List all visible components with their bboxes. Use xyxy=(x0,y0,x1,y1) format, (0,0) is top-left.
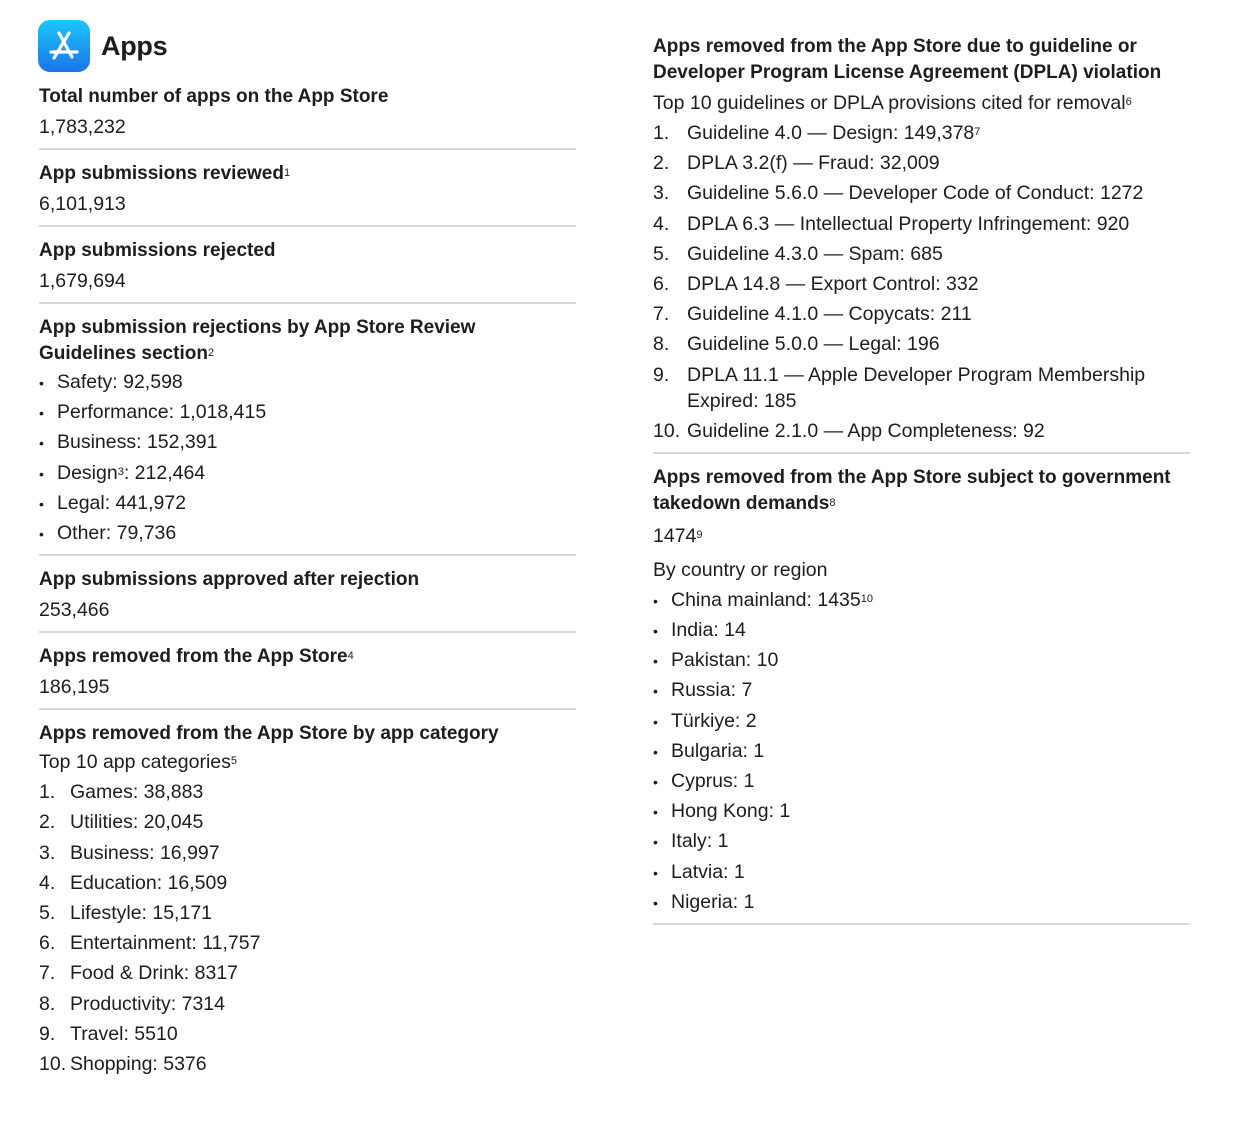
item-text: Shopping: 5376 xyxy=(70,1053,207,1076)
item-text: Travel: 5510 xyxy=(70,1022,178,1045)
list-item xyxy=(39,777,576,807)
list-item: • Hong Kong: 1 xyxy=(653,796,1190,826)
item-number: 5. xyxy=(653,242,670,265)
section-rejected xyxy=(39,238,576,304)
list-item xyxy=(653,209,1190,239)
section-subtitle xyxy=(653,88,1190,118)
list-item xyxy=(39,868,576,898)
section-value: 1,783,232 xyxy=(39,116,126,138)
list-item xyxy=(653,329,1190,359)
item-number: 9. xyxy=(39,1022,56,1045)
list-item xyxy=(653,148,1190,178)
list-item xyxy=(39,1049,576,1079)
section-heading: Total number of apps on the App Store xyxy=(39,86,389,107)
heading-text: App submissions reviewed xyxy=(39,163,284,184)
list-item xyxy=(653,178,1190,208)
item-number: 10. xyxy=(39,1053,67,1076)
list-item: • Italy: 1 xyxy=(653,826,1190,856)
list-item xyxy=(39,807,576,837)
item-number: 7. xyxy=(39,962,56,985)
category-list xyxy=(39,777,576,1079)
list-item: • India: 14 xyxy=(653,615,1190,645)
item-text: DPLA 6.3 — Intellectual Property Infringement: 920 xyxy=(687,212,1130,235)
item-text: Guideline 4.1.0 — Copycats: 211 xyxy=(687,303,972,326)
section-violation xyxy=(653,34,1190,454)
list-item xyxy=(653,118,1190,148)
footnote-ref[interactable]: 6 xyxy=(1125,96,1132,108)
item-number: 3. xyxy=(653,182,670,205)
section-removed-by-category xyxy=(39,721,576,1085)
list-item: • Bulgaria: 1 xyxy=(653,736,1190,766)
list-item: • Türkiye: 2 xyxy=(653,706,1190,736)
section-heading: Apps removed from the App Store due to guideline or Developer Program License Agreement (DPLA) violation xyxy=(653,36,1162,83)
list-item: • Other: 79,736 xyxy=(39,518,576,548)
list-item xyxy=(653,299,1190,329)
list-item: • Safety: 92,598 xyxy=(39,367,576,397)
list-item: • Business: 152,391 xyxy=(39,427,576,457)
item-text: Guideline 5.6.0 — Developer Code of Conduct: 1272 xyxy=(687,182,1144,205)
item-number: 5. xyxy=(39,902,56,925)
section-value: 253,466 xyxy=(39,599,110,622)
item-number: 4. xyxy=(653,212,670,235)
list-item xyxy=(39,928,576,958)
item-text: Guideline 5.0.0 — Legal: 196 xyxy=(687,333,940,356)
list-item xyxy=(39,989,576,1019)
section-heading: App submissions approved after rejection xyxy=(39,569,420,591)
footnote-ref[interactable]: 1 xyxy=(283,167,291,179)
section-value: 186,195 xyxy=(39,676,110,699)
item-number: 6. xyxy=(653,273,670,296)
section-rejections-by-section xyxy=(39,315,576,556)
footnote-ref[interactable]: 8 xyxy=(829,496,836,509)
section-takedown xyxy=(653,465,1190,925)
section-heading xyxy=(39,644,576,670)
item-text: Entertainment: 11,757 xyxy=(70,932,261,955)
list-item xyxy=(653,239,1190,269)
heading-text: App submission rejections by App Store Review Guidelines section xyxy=(39,317,476,364)
item-text: Guideline 2.1.0 — App Completeness: 92 xyxy=(687,419,1045,442)
list-item xyxy=(653,585,1190,615)
page-header xyxy=(38,20,576,72)
heading-text: Apps removed from the App Store subject to government takedown demands xyxy=(653,466,1171,514)
item-number: 3. xyxy=(39,841,56,864)
heading-text: Apps removed from the App Store xyxy=(39,646,348,668)
item-number: 6. xyxy=(39,932,56,955)
subtitle-text: Top 10 guidelines or DPLA provisions cited for removal xyxy=(653,92,1126,114)
right-column xyxy=(653,34,1190,936)
item-number: 7. xyxy=(653,303,670,326)
list-item xyxy=(653,269,1190,299)
list-item: • Russia: 7 xyxy=(653,675,1190,705)
section-value: 6,101,913 xyxy=(39,193,126,215)
page-title: Apps xyxy=(101,30,168,61)
item-number: 10. xyxy=(653,419,681,442)
item-text: Guideline 4.3.0 — Spam: 685 xyxy=(687,242,943,265)
list-item xyxy=(39,458,576,488)
value-text: 1474 xyxy=(653,524,697,547)
item-text: DPLA 3.2(f) — Fraud: 32,009 xyxy=(687,152,940,175)
item-value: : 212,464 xyxy=(123,461,206,484)
item-number: 9. xyxy=(653,363,670,386)
section-total-apps xyxy=(39,84,576,150)
list-item xyxy=(653,360,1190,416)
item-text: Utilities: 20,045 xyxy=(70,811,204,834)
item-number: 8. xyxy=(39,992,56,1015)
footnote-ref[interactable]: 4 xyxy=(347,650,354,663)
item-text: Lifestyle: 15,171 xyxy=(70,902,213,925)
item-number: 8. xyxy=(653,333,670,356)
item-text: Games: 38,883 xyxy=(70,781,204,804)
app-store-icon xyxy=(38,20,90,72)
country-list xyxy=(653,585,1190,917)
item-text-main: Guideline 4.0 — Design: 149,378 xyxy=(687,122,975,144)
list-item: • Cyprus: 1 xyxy=(653,766,1190,796)
item-number: 2. xyxy=(653,152,670,175)
item-text xyxy=(687,118,1190,148)
section-removed xyxy=(39,644,576,710)
list-item xyxy=(39,898,576,928)
item-text: Food & Drink: 8317 xyxy=(70,962,239,985)
item-text: DPLA 11.1 — Apple Developer Program Membership Expired: 185 xyxy=(687,363,1146,412)
list-item xyxy=(39,1019,576,1049)
list-item xyxy=(39,838,576,868)
section-heading xyxy=(39,161,576,187)
section-subtitle: By country or region xyxy=(653,558,828,581)
item-text: Productivity: 7314 xyxy=(70,992,226,1015)
item-number: 2. xyxy=(39,811,56,834)
section-heading: Apps removed from the App Store by app category xyxy=(39,723,499,745)
footnote-ref[interactable]: 10 xyxy=(860,592,873,605)
item-name: Design xyxy=(57,461,118,484)
item-text: DPLA 14.8 — Export Control: 332 xyxy=(687,273,979,296)
section-heading xyxy=(39,315,576,367)
list-item: • Pakistan: 10 xyxy=(653,645,1190,675)
footnote-ref[interactable]: 9 xyxy=(696,528,703,541)
list-item: • Latvia: 1 xyxy=(653,857,1190,887)
violation-list xyxy=(653,118,1190,446)
left-column xyxy=(39,0,576,1096)
item-text: Business: 16,997 xyxy=(70,841,220,864)
footnote-ref[interactable]: 5 xyxy=(230,755,238,768)
section-reviewed xyxy=(39,161,576,227)
item-number: 1. xyxy=(653,122,670,144)
footnote-ref[interactable]: 2 xyxy=(207,347,215,359)
section-subtitle xyxy=(39,747,576,777)
rejections-list xyxy=(39,367,576,548)
list-item: • Performance: 1,018,415 xyxy=(39,397,576,427)
list-item xyxy=(39,958,576,988)
item-text: China mainland: 1435 xyxy=(671,588,861,611)
item-text: Education: 16,509 xyxy=(70,871,228,894)
list-item: • Nigeria: 1 xyxy=(653,887,1190,917)
list-item xyxy=(653,416,1190,446)
section-value: 1,679,694 xyxy=(39,270,126,292)
list-item: • Legal: 441,972 xyxy=(39,488,576,518)
section-value xyxy=(653,521,1190,551)
footnote-ref[interactable]: 3 xyxy=(117,465,124,478)
section-heading: App submissions rejected xyxy=(39,240,276,261)
section-approved-after-rejection xyxy=(39,567,576,633)
item-number: 4. xyxy=(39,871,56,894)
section-heading xyxy=(653,465,1190,517)
item-number: 1. xyxy=(39,781,56,804)
subtitle-text: Top 10 app categories xyxy=(39,751,231,774)
footnote-ref[interactable]: 7 xyxy=(974,126,981,138)
